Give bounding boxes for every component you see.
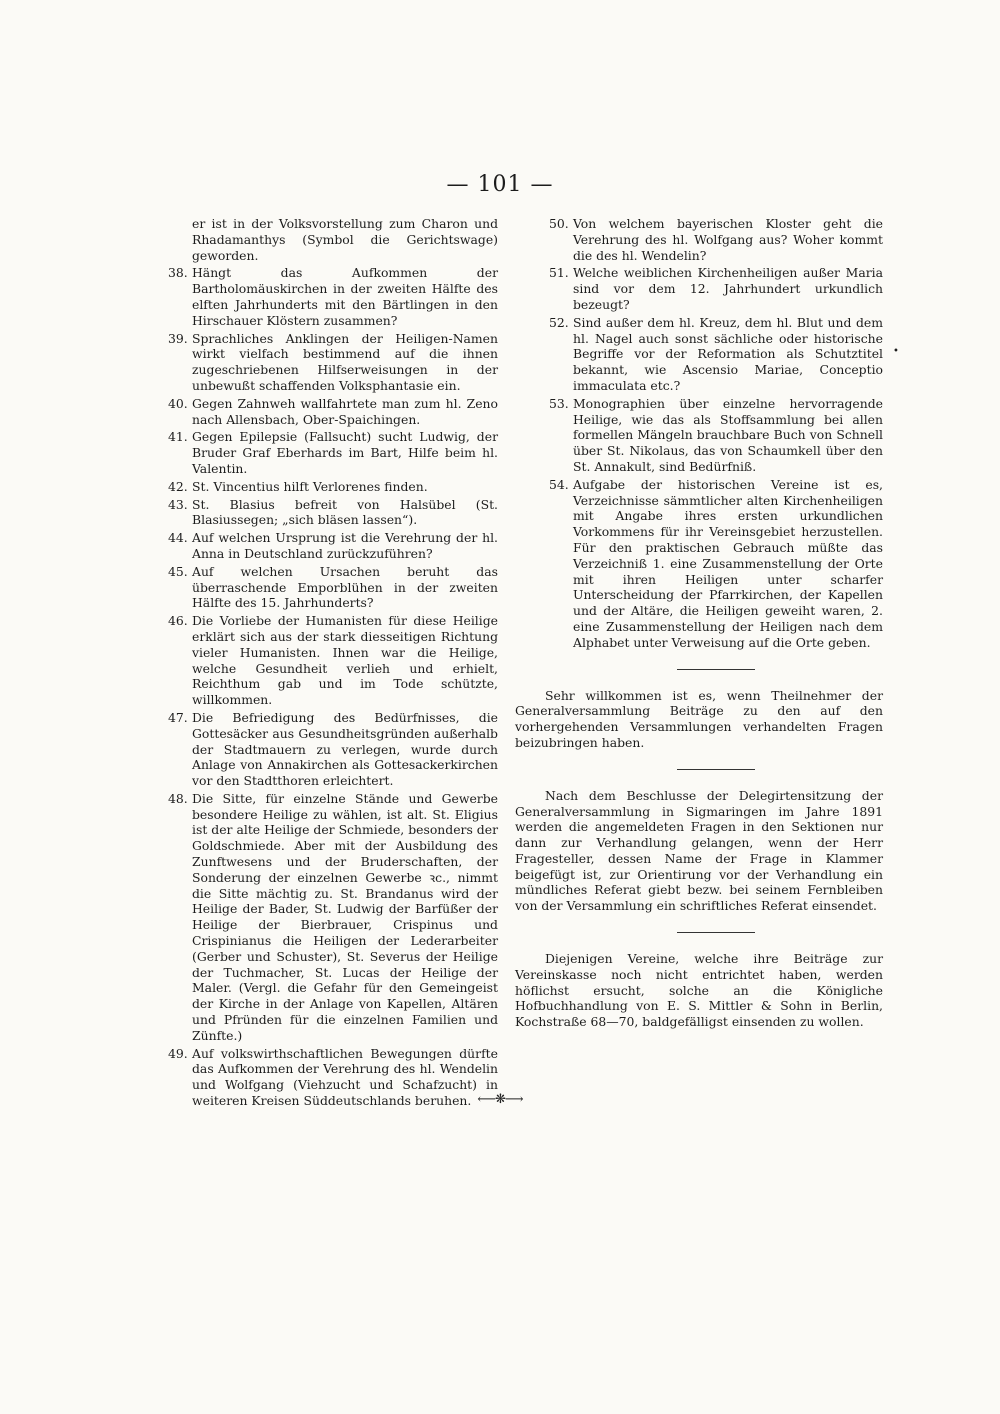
item-number: 46. [168, 613, 188, 629]
list-item [168, 564, 498, 611]
notice-block [515, 788, 883, 914]
item-number: 54. [549, 476, 569, 492]
item-number: 40. [168, 395, 188, 411]
item-text: Aufgabe der historischen Vereine ist es, Verzeichnisse sämmtlicher alten Kirchenheiligen mit Angabe ihres ersten urkundlichen Vorkommens für ihr Vereinsgebiet herzustellen. Für den praktischen Gebrauch müßte das Verzeichniß 1. eine Zusammenstellung der Orte mit ihren Heiligen unter scharfer Unterscheidung der Pfarrkirchen, der Kapellen und der Altäre, die Heiligen geweiht waren, 2. eine Zusammenstellung der Heiligen nach dem Alphabet unter Verweisung auf die Orte geben. [573, 476, 883, 650]
item-number: 44. [168, 530, 188, 546]
item-number: 43. [168, 496, 188, 512]
item-number: 50. [549, 216, 569, 231]
item-text: Auf volkswirthschaftlichen Bewegungen dürfte das Aufkommen der Verehrung des hl. Wendelin und Wolfgang (Viehzucht und Schafzucht) in weiteren Kreisen Süddeutschlands beruhen. [192, 1045, 498, 1109]
item-number: 39. [168, 330, 188, 346]
right-column [515, 216, 883, 1030]
list-item [549, 315, 883, 394]
item-text: Welche weiblichen Kirchenheiligen außer Maria sind vor dem 12. Jahrhundert urkundlich bezeugt? [573, 265, 883, 312]
item-number: 49. [168, 1045, 188, 1061]
list-item [168, 265, 498, 328]
item-number: 47. [168, 709, 188, 725]
list-item [168, 497, 498, 529]
item-text: Gegen Zahnweh wallfahrtete man zum hl. Zeno nach Allensbach, Ober-Spaichingen. [192, 395, 498, 427]
item-number: 53. [549, 395, 569, 411]
list-item [549, 396, 883, 475]
ornament-divider: ⟵❋⟶ [477, 1092, 523, 1107]
divider-rule [677, 769, 755, 770]
item-number: 42. [168, 478, 188, 494]
item-text: St. Vincentius hilft Verlorenes finden. [192, 478, 428, 494]
item-number: 38. [168, 265, 188, 281]
continuation-text: er ist in der Volksvorstellung zum Charon und Rhadamanthys (Symbol die Gerichtswage) geworden. [192, 216, 498, 263]
list-item [549, 265, 883, 312]
divider-rule [677, 932, 755, 933]
notice-contributions: Sehr willkommen ist es, wenn Theilnehmer der Generalversammlung Beiträge zu den auf den vorhergehenden Versammlungen verhandelten Fragen beizubringen haben. [515, 687, 883, 750]
item-number: 48. [168, 790, 188, 806]
left-column [168, 216, 498, 1111]
list-item [549, 216, 883, 263]
item-text: Auf welchen Ursachen beruht das überraschende Emporblühen in der zweiten Hälfte des 15. Jahrhunderts? [192, 563, 498, 611]
item-text: St. Blasius befreit von Halsübel (St. Blasiussegen; „sich bläsen lassen“). [192, 496, 498, 528]
notice-block [515, 951, 883, 1030]
list-item [168, 331, 498, 394]
list-item [168, 479, 498, 495]
item-number: 51. [549, 265, 569, 281]
margin-mark: • [893, 346, 899, 357]
item-number: 41. [168, 429, 188, 445]
item-number: 45. [168, 563, 188, 579]
item-text: Sind außer dem hl. Kreuz, dem hl. Blut und dem hl. Nagel auch sonst sächliche oder historische Begriffe vor der Reformation als Schutztitel bekannt, wie Ascensio Mariae, Conceptio immaculata etc.? [573, 314, 883, 393]
list-item [168, 613, 498, 708]
list-item [168, 429, 498, 476]
item-text: Gegen Epilepsie (Fallsucht) sucht Ludwig, der Bruder Graf Eberhards im Bart, Hilfe beim hl. Valentin. [192, 429, 498, 476]
item-text: Monographien über einzelne hervorragende Heilige, wie das als Stoffsammlung bei allen formellen Mängeln brauchbare Buch von Schnell über St. Nikolaus, das von Schaumkell über den St. Annakult, sind Bedürfniß. [573, 395, 883, 474]
list-item [168, 530, 498, 562]
item-text: Hängt das Aufkommen der Bartholomäuskirchen in der zweiten Hälfte des elften Jahrhunderts mit den Bärtlingen in den Hirschauer Klöstern zusammen? [192, 265, 498, 328]
notice-block [515, 688, 883, 751]
item-text: Von welchem bayerischen Kloster geht die Verehrung des hl. Wolfgang aus? Woher kommt die des hl. Wendelin? [573, 216, 883, 263]
list-item [549, 477, 883, 651]
notice-referat: Nach dem Beschlusse der Delegirtensitzung der Generalversammlung in Sigmaringen im Jahre 1891 werden die angemeldeten Fragen in den Sektionen nur dann zur Verhandlung gelangen, wenn der Herr Fragesteller, dessen Name der Frage in Klammer beigefügt ist, zur Orientirung vor der Verhandlung ein mündliches Referat giebt bezw. bei seinem Fernbleiben von der Versammlung ein schriftliches Referat einsendet. [515, 787, 883, 914]
item-text: Die Sitte, für einzelne Stände und Gewerbe besondere Heilige zu wählen, ist alt. St. Eligius ist der alte Heilige der Schmiede, besonders der Goldschmiede. Aber mit der Ausbildung des Zunftwesens und der Bruderschaften, der Sonderung der einzelnen Gewerbe ꝛc., nimmt die Sitte mächtig zu. St. Brandanus wird der Heilige der Bader, St. Ludwig der Barfüßer der Heilige der Bierbrauer, Crispinus und Crispinianus die Heiligen der Lederarbeiter (Gerber und Schuster), St. Severus der Heilige der Tuchmacher, St. Lucas der Heilige der Maler. (Vergl. die Gefahr für den Gemeingeist der Kirche in der Anlage von Kapellen, Altären und Pfründen für die einzelnen Familien und Zünfte.) [192, 790, 498, 1043]
item-text: Die Vorliebe der Humanisten für diese Heilige erklärt sich aus der stark diesseitigen Richtung vieler Humanisten. Ihnen war die Heilige, welche Gesundheit verlieh und erhielt, Reichthum gab und im Tode schützte, willkommen. [192, 613, 498, 708]
item-text: Die Befriedigung des Bedürfnisses, die Gottesäcker aus Gesundheitsgründen außerhalb der Stadtmauern zu verlegen, wurde durch Anlage von Annakirchen als Gottesackerkirchen vor den Stadtthoren erleichtert. [192, 709, 498, 789]
divider-rule [677, 669, 755, 670]
list-item [168, 396, 498, 428]
list-item [168, 791, 498, 1044]
page-number: — 101 — [446, 172, 554, 197]
item-number: 52. [549, 314, 569, 330]
item-text: Auf welchen Ursprung ist die Verehrung der hl. Anna in Deutschland zurückzuführen? [192, 530, 498, 561]
list-item [168, 710, 498, 789]
notice-dues: Diejenigen Vereine, welche ihre Beiträge zur Vereinskasse noch nicht entrichtet haben, werden höflichst ersucht, solche an die Königliche Hofbuchhandlung von E. S. Mittler & Sohn in Berlin, Kochstraße 68—70, baldgefälligst einsenden zu wollen. [515, 951, 883, 1030]
item-text: Sprachliches Anklingen der Heiligen-Namen wirkt vielfach bestimmend auf die ihnen zugeschriebenen Hilfserweisungen in der unbewußt schaffenden Volksphantasie ein. [192, 330, 498, 393]
